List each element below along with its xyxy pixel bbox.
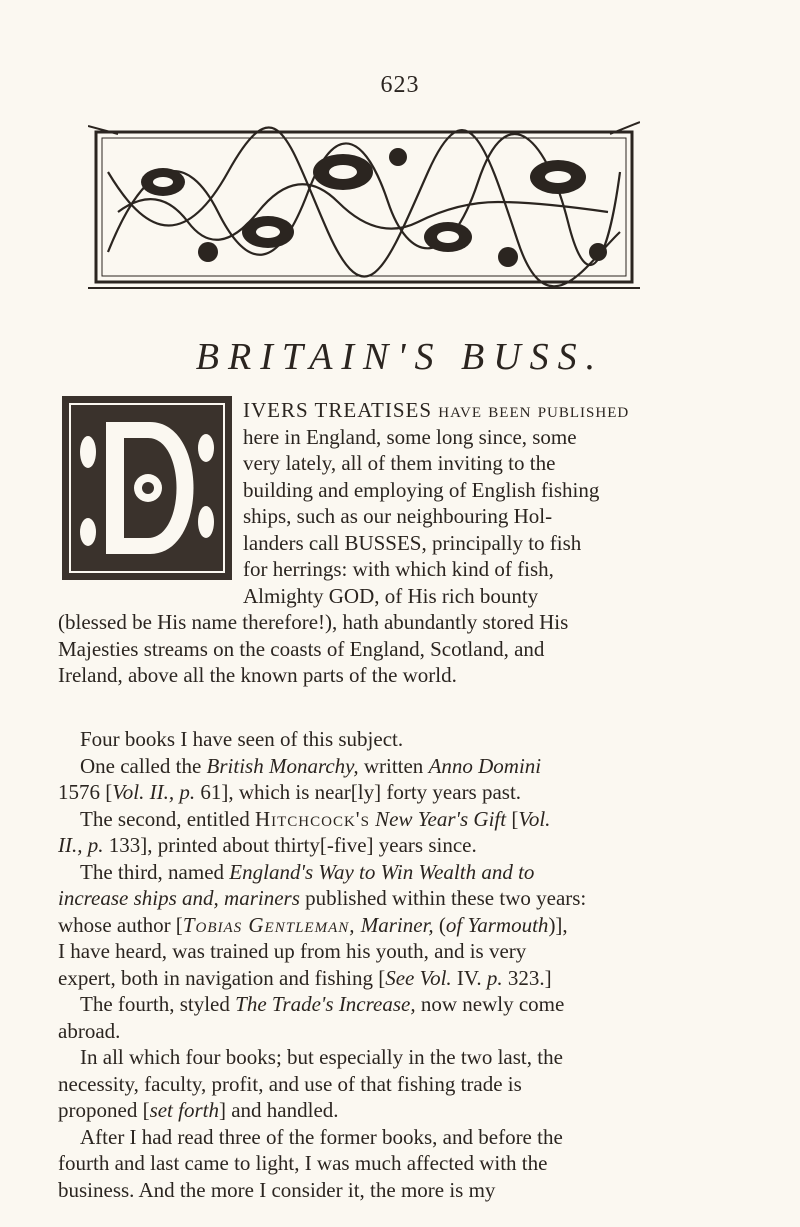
intro-line: Almighty GOD, of His rich bounty [243, 583, 539, 608]
intro-line: landers call BUSSES, principally to fish [243, 530, 582, 555]
intro-line: Ireland, above all the known parts of the world. [58, 663, 457, 687]
body-line: The second, entitled Hitchcock's New Year's Gift [Vol. [80, 806, 551, 831]
body-line: necessity, faculty, profit, and use of that fishing trade is [58, 1071, 522, 1096]
body-line: abroad. [58, 1018, 121, 1043]
body-line: whose author [Tobias Gentleman, Mariner, (of Yarmouth)], [58, 912, 568, 937]
body-line: After I had read three of the former books, and before the [80, 1124, 563, 1149]
body-line: II., p. 133], printed about thirty[-five] years since. [58, 833, 477, 857]
body-line: fourth and last came to light, I was much affected with the [58, 1151, 548, 1175]
intro-line: very lately, all of them inviting to the [243, 451, 556, 475]
body-text [58, 726, 758, 1203]
intro-line: (blessed be His name therefore!), hath abundantly stored His [58, 610, 569, 634]
body-line: The third, named England's Way to Win Wealth and to [80, 859, 535, 884]
intro-line: ships, such as our neighbouring Hol- [243, 504, 553, 528]
body-line: One called the British Monarchy, written Anno Domini [80, 753, 542, 778]
intro-line: for herrings: with which kind of fish, [243, 557, 554, 581]
body-line: increase ships and, mariners published within these two years: [58, 886, 587, 910]
body-line: In all which four books; but especially in the two last, the [80, 1045, 563, 1069]
body-line: I have heard, was trained up from his youth, and is very [58, 939, 527, 963]
intro-line: building and employing of English fishing [243, 477, 600, 502]
body-line: The fourth, styled The Trade's Increase, now newly come [80, 992, 565, 1016]
intro-line: here in England, some long since, some [243, 424, 577, 449]
body-line: business. And the more I consider it, the more is my [58, 1177, 496, 1202]
intro-paragraph [58, 397, 758, 689]
body-line: Four books I have seen of this subject. [80, 727, 404, 751]
intro-line: IVERS TREATISES have been published [243, 398, 630, 422]
body-line: 1576 [Vol. II., p. 61], which is near[ly] forty years past. [58, 780, 522, 804]
floral-ornament-headpiece [88, 112, 640, 300]
chapter-title: BRITAIN'S BUSS. [195, 336, 605, 378]
body-line: expert, both in navigation and fishing [See Vol. IV. p. 323.] [58, 965, 552, 990]
body-line: proponed [set forth] and handled. [58, 1098, 339, 1122]
intro-line: Majesties streams on the coasts of England, Scotland, and [58, 636, 545, 661]
page-number: 623 [380, 72, 420, 98]
